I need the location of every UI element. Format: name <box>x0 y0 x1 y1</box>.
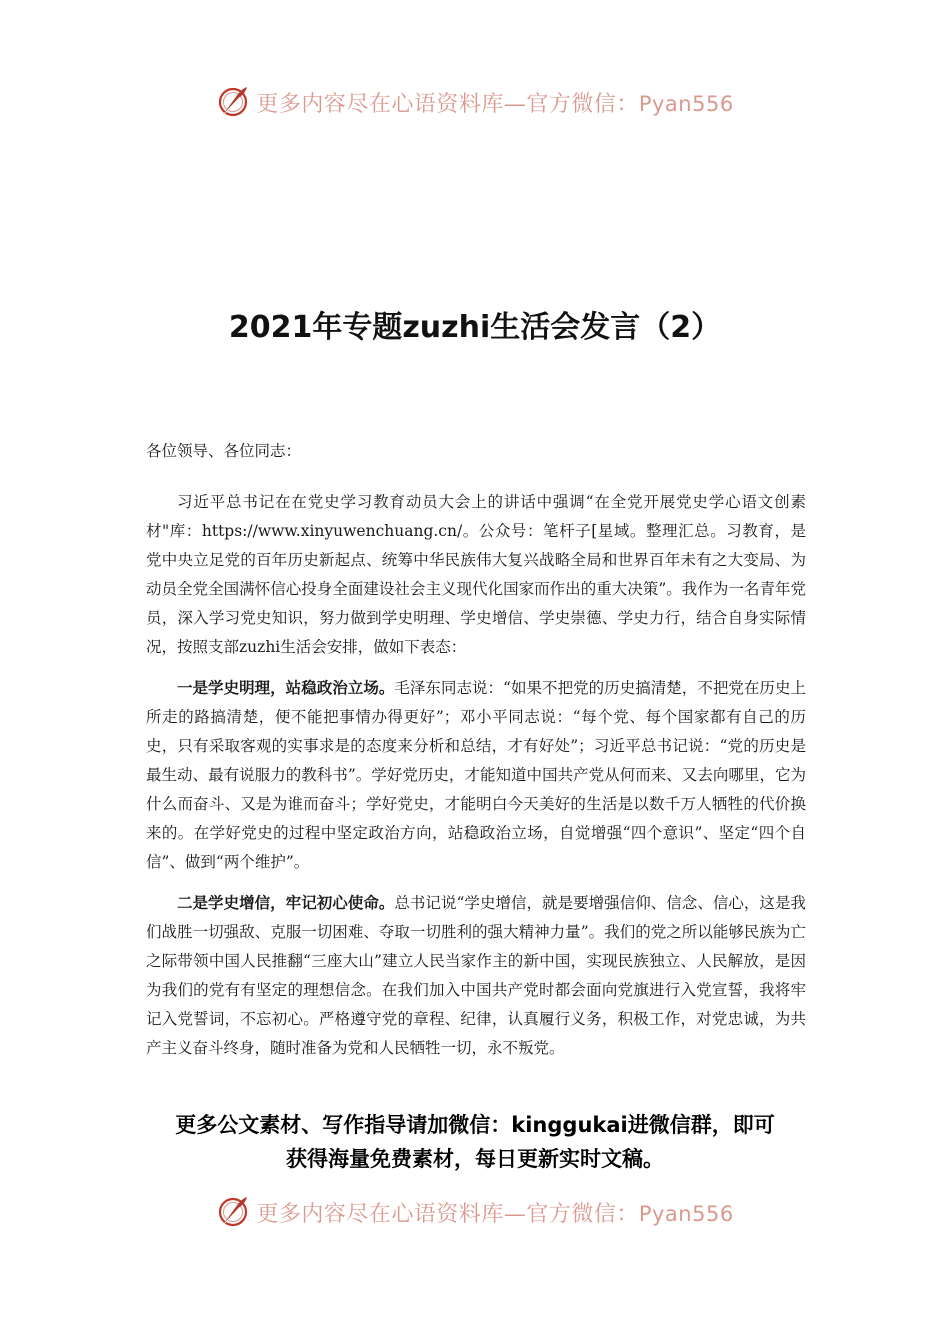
promo-line-1: 更多公文素材、写作指导请加微信：kinggukai进微信群，即可 <box>175 1113 775 1137</box>
section-paragraph-1 <box>146 674 806 877</box>
quill-pen-logo-icon <box>216 1195 250 1229</box>
footer-wechat-id: Pyan556 <box>638 1201 734 1226</box>
header-banner-label: 更多内容尽在心语资料库—官方微信： <box>256 91 639 117</box>
intro-paragraph: 习近平总书记在在党史学习教育动员大会上的讲话中强调“在全党开展党史学心语文创素材"库：https://www.xinyuwenchuang.cn/。公众号：笔杆子[星域。整理汇总。习教育，是党中央立足党的百年历史新起点、统筹中华民族伟大复兴战略全局和世界百年未有之大变局、为动员全党全国满怀信心投身全面建设社会主义现代化国家而作出的重大决策”。我作为一名青年党员，深入学习党史知识，努力做到学史明理、学史增信、学史崇德、学史力行，结合自身实际情况，按照支部zuzhi生活会安排，做如下表态： <box>146 493 806 656</box>
promo-note <box>120 1108 830 1176</box>
header-banner-text <box>256 87 733 118</box>
section-2-body: 总书记说“学史增信，就是要增强信仰、信念、信心，这是我们战胜一切强敌、克服一切困难、夺取一切胜利的强大精神力量”。我们的党之所以能够民族为亡之际带领中国人民推翻“三座大山”建立人民当家作主的新中国，实现民族独立、人民解放，是因为我们的党有有坚定的理想信念。在我们加入中国共产党时都会面向党旗进行入党宣誓，我将牢记入党誓词，不忘初心。严格遵守党的章程、纪律，认真履行义务，积极工作，对党忠诚，为共产主义奋斗终身，随时准备为党和人民牺牲一切，永不叛党。 <box>146 894 806 1057</box>
document-body <box>146 437 806 1075</box>
section-paragraph-2 <box>146 889 806 1063</box>
promo-line-2: 获得海量免费素材，每日更新实时文稿。 <box>286 1147 664 1171</box>
salutation: 各位领导、各位同志： <box>146 442 302 460</box>
section-1-body: 毛泽东同志说：“如果不把党的历史搞清楚，不把党在历史上所走的路搞清楚，便不能把事情办得更好”；邓小平同志说：“每个党、每个国家都有自己的历史，只有采取客观的实事求是的态度来分析和总结，才有好处”；习近平总书记说：“党的历史是最生动、最有说服力的教科书”。学好党历史，才能知道中国共产党从何而来、又去向哪里，它为什么而奋斗、又是为谁而奋斗；学好党史，才能明白今天美好的生活是以数千万人牺牲的代价换来的。在学好党史的过程中坚定政治方向，站稳政治立场，自觉增强“四个意识”、坚定“四个自信”、做到“两个维护”。 <box>146 679 806 871</box>
page-title: 2021年专题zuzhi生活会发言（2） <box>228 310 722 345</box>
section-2-heading: 二是学史增信，牢记初心使命。 <box>177 894 395 912</box>
footer-banner-text <box>256 1197 733 1228</box>
section-1-heading: 一是学史明理，站稳政治立场。 <box>177 679 395 697</box>
footer-banner-label: 更多内容尽在心语资料库—官方微信： <box>256 1201 639 1227</box>
quill-pen-logo-icon <box>216 85 250 119</box>
header-wechat-id: Pyan556 <box>638 91 734 116</box>
footer-banner <box>0 1190 950 1234</box>
header-banner <box>0 80 950 124</box>
